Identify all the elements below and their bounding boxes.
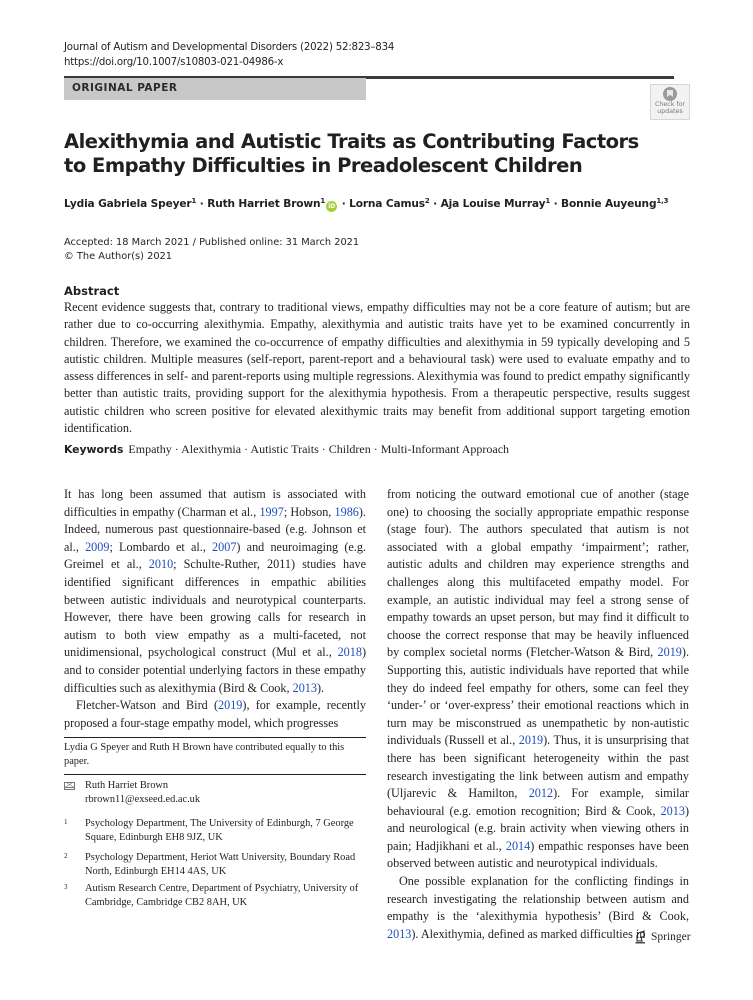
body-text: It has long been assumed that autism is associated with difficulties in empathy (Charman et al.,	[64, 487, 366, 519]
body-text: ).	[316, 680, 325, 695]
citation-link[interactable]: 2007	[212, 539, 237, 554]
author-separator: ·	[196, 198, 208, 210]
journal-meta	[64, 40, 394, 70]
abstract-heading: Abstract	[64, 284, 120, 298]
citation-link[interactable]: 2019	[218, 698, 243, 713]
equal-contribution-note: Lydia G Speyer and Ruth H Brown have contributed equally to this paper.	[64, 742, 345, 767]
body-text: ), for example, recently proposed a four-stage empathy model, which progresses	[64, 698, 366, 730]
paragraph	[64, 486, 366, 697]
corresponding-name: Ruth Harriet Brown	[85, 780, 169, 791]
citation-link[interactable]: 2019	[657, 645, 682, 660]
body-text: Fletcher-Watson and Bird (	[76, 698, 219, 713]
affiliation-3	[64, 882, 364, 910]
footnote-rule-top	[64, 737, 366, 738]
body-text: ) and neuroimaging (e.g. Greimel et al.,	[64, 539, 366, 572]
citation-link[interactable]: 2010	[148, 557, 174, 572]
check-updates-line2: updates	[657, 108, 683, 115]
author[interactable]: Aja Louise Murray$^1$	[440, 197, 551, 210]
corresponding-email[interactable]: rbrown11@exseed.ed.ac.uk	[85, 794, 201, 805]
body-text: ). Indeed, numerous past questionnaire-based (e.g. Johnson et al.,	[64, 504, 366, 554]
affiliation-text: Psychology Department, Heriot Watt University, Boundary Road North, Edinburgh EH14 4AS, UK	[85, 852, 356, 877]
body-text: ; Lombardo et al.,	[109, 539, 213, 554]
author[interactable]: Ruth Harriet Brown$^1$	[207, 197, 326, 210]
keywords-list: Empathy · Alexithymia · Autistic Traits · Children · Multi-Informant Approach	[128, 442, 510, 456]
citation-link[interactable]: 2019	[518, 733, 544, 748]
keywords-label: Keywords	[64, 443, 124, 456]
accepted-published-dates: Accepted: 18 March 2021 / Published online: 31 March 2021	[64, 237, 360, 248]
author-separator: ·	[550, 198, 562, 210]
author-separator: ·	[429, 198, 441, 210]
section-label-band	[64, 78, 366, 100]
citation-link[interactable]: 1986	[334, 504, 359, 519]
abstract-text: Recent evidence suggests that, contrary to traditional views, empathy difficulties may not be a core feature of autism; but are rather due to co-occurring alexithymia. Empathy, alexithymia and autistic traits have yet to be examined concurrently in children. Therefore, we examined the co-occurrence of empathy difficulties and alexithymia in 59 typically developing and 5 autistic children. Multiple measures (self-report, parent-report and a behavioural task) were used to evaluate empathy and to assess differences in self- and parent-reports using multiple regressions. Alexithymia was found to predict empathy significantly better than autistic traits, providing support for the alexithymia hypothesis. From a therapeutic perspective, results suggest autistic children who screen positive for elevated alexithymic traits may benefit from additional support targeting emotion identification.	[64, 300, 690, 436]
corresponding-author	[64, 779, 200, 807]
copyright: © The Author(s) 2021	[64, 250, 173, 262]
body-text: ) and neurological (e.g. brain activity when viewing others in pain; Hadjikhani et al.,	[387, 803, 689, 853]
affiliation-2	[64, 851, 364, 879]
journal-citation: Journal of Autism and Developmental Disorders (2022) 52:823–834	[64, 42, 395, 53]
citation-link[interactable]: 1997	[259, 504, 284, 519]
affiliation-1	[64, 817, 364, 845]
body-column-left	[64, 486, 366, 732]
affiliation-number: 3	[64, 883, 68, 891]
author[interactable]: Lydia Gabriela Speyer$^1$	[64, 197, 197, 210]
affiliation-number: 1	[64, 818, 68, 826]
article-title: Alexithymia and Autistic Traits as Contributing Factors to Empathy Difficulties in Preadolescent Children	[64, 130, 639, 177]
author-list	[64, 197, 668, 212]
citation-link[interactable]: 2018	[337, 645, 362, 660]
citation-link[interactable]: 2009	[85, 539, 110, 554]
citation-link[interactable]: 2014	[505, 838, 531, 853]
body-text: ) empathic responses have been observed between autistic and neurotypical individuals.	[387, 838, 689, 871]
body-text: ; Hobson,	[283, 504, 335, 519]
body-text: One possible explanation for the conflicting findings in research investigating the relationship between autism and empathy is the ‘alexithymia hypothesis’ (Bird & Cook,	[387, 874, 689, 924]
affiliation-text: Psychology Department, The University of Edinburgh, 7 George Square, Edinburgh EH8 9JZ, UK	[85, 818, 354, 843]
body-text: ). For example, similar behavioural (e.g. emotion recognition; Bird & Cook,	[387, 786, 689, 818]
affiliation-number: 2	[64, 852, 68, 860]
body-text: ). Supporting this, autistic individuals have reported that while they do indeed feel empathy for others, some can feel they ‘under-’ or ‘over-express’ their emotional reactions which in turn may be misconstrued as unempathetic by non-autistic individuals (Russell et al.,	[387, 645, 689, 748]
body-column-right	[387, 486, 689, 943]
author[interactable]: Lorna Camus$^2$	[349, 197, 430, 210]
orcid-icon[interactable]: iD	[326, 201, 337, 212]
publication-dates	[64, 236, 359, 263]
author[interactable]: Bonnie Auyeung$^{1,3}$	[561, 197, 669, 210]
paragraph	[64, 697, 366, 732]
doi-link[interactable]: https://doi.org/10.1007/s10803-021-04986-x	[64, 57, 284, 68]
check-updates-line1: Check for	[654, 101, 686, 108]
paragraph	[387, 486, 689, 873]
body-text: ; Schulte-Ruther, 2011) studies have identified significant differences in empathic abilities between autistic individuals and neurotypical counterparts. However, there have been growing calls for research in autism to both view empathy as a multi-faceted, not unidimensional, psychological construct (Mul et al.,	[64, 557, 366, 660]
section-label: ORIGINAL PAPER	[72, 82, 178, 94]
citation-link[interactable]: 2013	[660, 803, 685, 818]
envelope-icon	[64, 782, 75, 790]
affiliation-text: Autism Research Centre, Department of Psychiatry, University of Cambridge, Cambridge CB2 8AH, UK	[85, 883, 359, 908]
body-text: ). Thus, it is unsurprising that there has been significant heterogeneity within the past research investigating the link between autism and empathy (Uljarevic & Hamilton,	[387, 733, 689, 801]
footnote-rule-bottom	[64, 774, 366, 775]
keywords	[64, 442, 509, 457]
citation-link[interactable]: 2013	[292, 680, 317, 695]
publisher-logo	[634, 930, 691, 944]
body-text: ) and to consider potential underlying factors in these empathy difficulties such as alexithymia (Bird & Cook,	[64, 645, 366, 695]
publisher-name: Springer	[651, 931, 691, 943]
citation-link[interactable]: 2013	[387, 926, 412, 941]
body-text: from noticing the outward emotional cue of another (stage one) to choosing the socially appropriate empathic response (stage four). The authors speculated that autism is not associated with a global empathy ‘impairment’; rather, autistic adults and children may experience strengths and challenges along this multifaceted empathy model. For example, an autistic individual may feel a strong sense of empathy towards an upset person, but may find it difficult to choose the correct response that may be heavily influenced by complex societal norms (Fletcher-Watson & Bird,	[387, 487, 689, 660]
check-for-updates-button[interactable]	[650, 84, 690, 120]
body-text: ). Alexithymia, defined as marked difficulties in	[411, 926, 646, 941]
crossmark-icon	[663, 87, 677, 101]
springer-horse-icon	[634, 930, 647, 944]
citation-link[interactable]: 2012	[528, 786, 554, 801]
author-separator: ·	[338, 198, 350, 210]
